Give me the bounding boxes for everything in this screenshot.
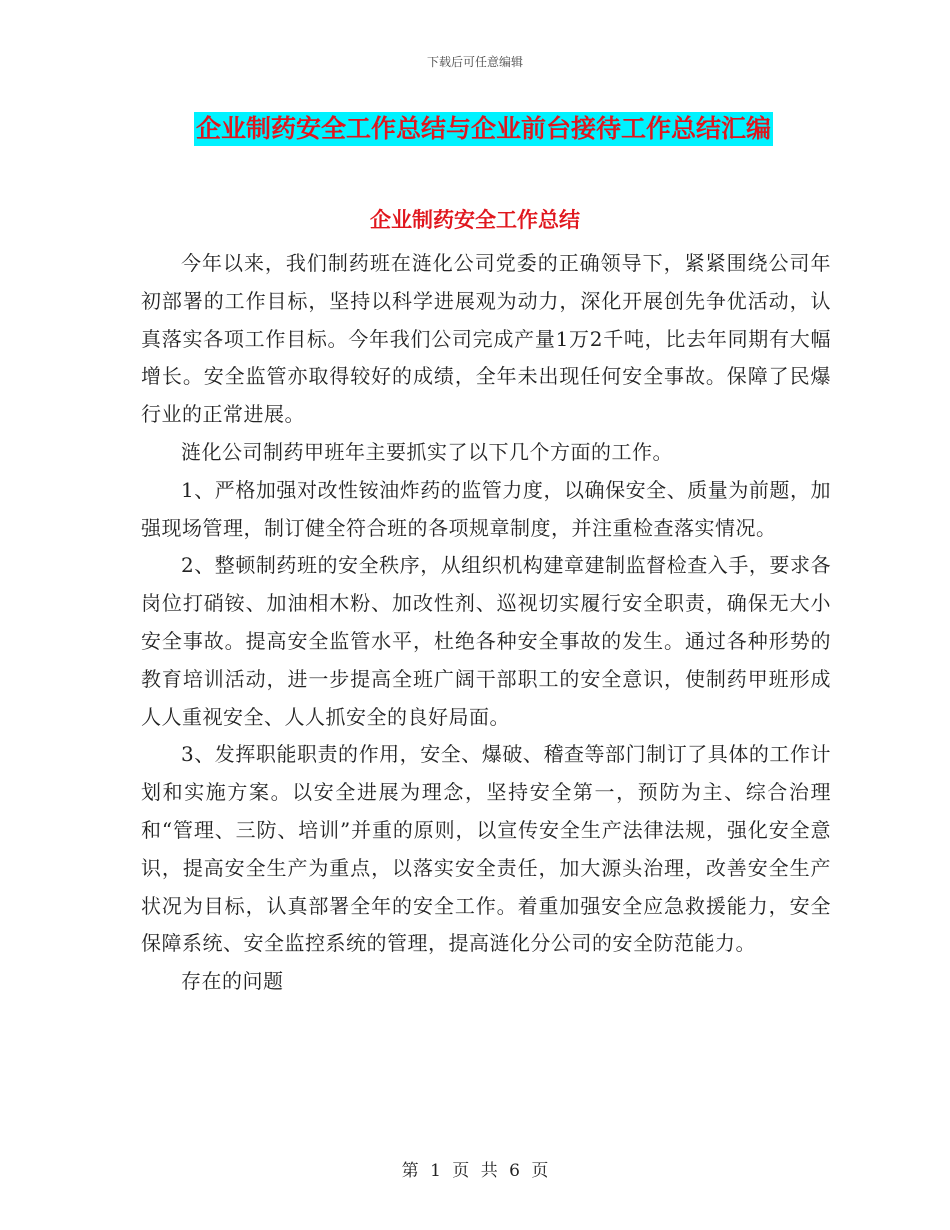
section-title: 企业制药安全工作总结: [370, 208, 580, 232]
paragraph-summary-lead: 涟化公司制药甲班年主要抓实了以下几个方面的工作。: [181, 439, 673, 464]
paragraph-item-2: 2、整顿制药班的安全秩序，从组织机构建章建制监督检查入手，要求各岗位打硝铵、加油相木粉、加改性剂、巡视切实履行安全职责，确保无大小安全事故。提高安全监管水平，杜绝各种安全事故的发生。通过各种形势的教育培训活动，进一步提高全班广阔干部职工的安全意识，使制药甲班形成人人重视安全、人人抓安全的良好局面。: [141, 553, 831, 729]
page-footer: 第 1 页 共 6 页: [401, 1161, 549, 1181]
paragraph-item-1: 1、严格加强对改性铵油炸药的监管力度，以确保安全、质量为前题，加强现场管理，制订健全符合班的各项规章制度，并注重检查落实情况。: [141, 477, 831, 540]
document-main-title: 企业制药安全工作总结与企业前台接待工作总结汇编: [194, 112, 773, 146]
document-body: [141, 245, 831, 1001]
paragraph-problems-heading: 存在的问题: [181, 969, 284, 994]
paragraph-intro: 今年以来，我们制药班在涟化公司党委的正确领导下，紧紧围绕公司年初部署的工作目标，坚持以科学进展观为动力，深化开展创先争优活动，认真落实各项工作目标。今年我们公司完成产量1万2千吨，比去年同期有大幅增长。安全监管亦取得较好的成绩，全年未出现任何安全事故。保障了民爆行业的正常进展。: [141, 251, 831, 427]
paragraph-item-3: 3、发挥职能职责的作用，安全、爆破、稽查等部门制订了具体的工作计划和实施方案。以安全进展为理念，坚持安全第一，预防为主、综合治理和“管理、三防、培训”并重的原则，以宣传安全生产法律法规，强化安全意识，提高安全生产为重点，以落实安全责任，加大源头治理，改善安全生产状况为目标，认真部署全年的安全工作。着重加强安全应急救援能力，安全保障系统、安全监控系统的管理，提高涟化分公司的安全防范能力。: [141, 742, 831, 956]
header-note: 下载后可任意编辑: [426, 55, 523, 69]
